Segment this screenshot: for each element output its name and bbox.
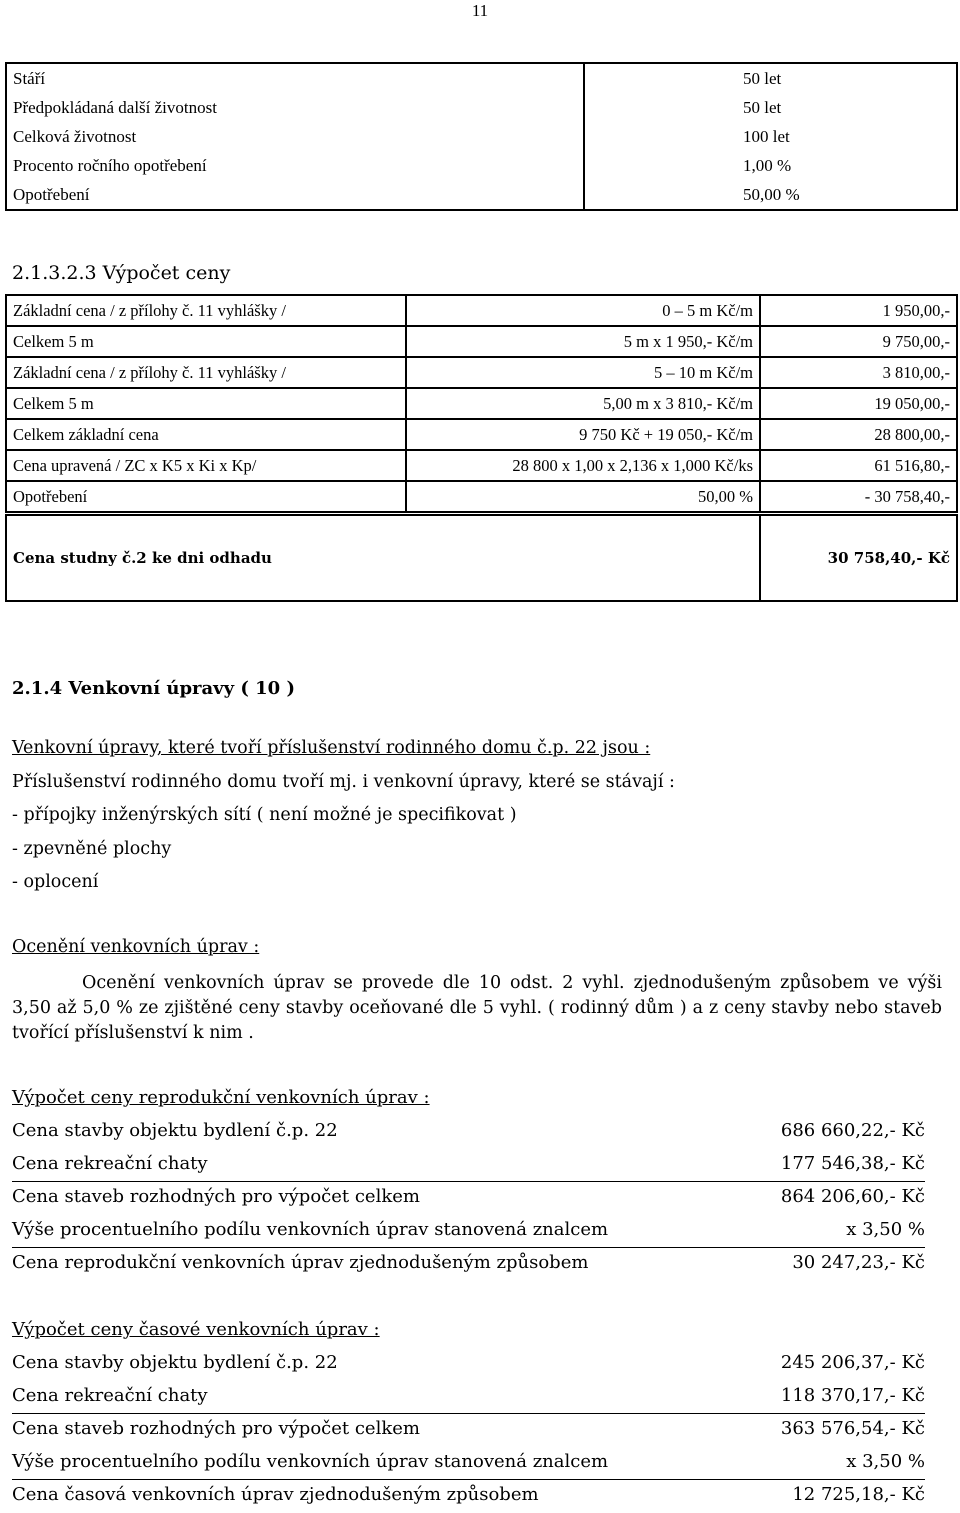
time-row (12, 1352, 925, 1380)
row-label: Opotřebení (6, 481, 406, 512)
row-label: Celková životnost (6, 122, 584, 151)
row-label: Cena rekreační chaty (12, 1153, 208, 1174)
valuation-text: Ocenění venkovních úprav se provede dle 10 odst. 2 vyhl. zjednodušeným způsobem ve výši 3,50 až 5,0 % ze zjištěné ceny stavby oceňované dle 5 vyhl. ( rodinný dům ) a z ceny stavby nebo staveb tvořící příslušenství k nim . (12, 973, 942, 1043)
table-row (6, 151, 957, 180)
row-value: x 3,50 % (846, 1451, 925, 1472)
row-calc: 5,00 m x 3 810,- Kč/m (406, 388, 760, 419)
row-amount: 61 516,80,- (760, 450, 957, 481)
lifetime-table (5, 62, 958, 211)
row-label: Celkem 5 m (6, 326, 406, 357)
repro-row (12, 1153, 925, 1182)
row-label: Cena stavby objektu bydlení č.p. 22 (12, 1120, 338, 1141)
row-amount: - 30 758,40,- (864, 486, 950, 506)
row-value: 50 let (743, 68, 782, 88)
repro-row (12, 1219, 925, 1248)
intro-line: - přípojky inženýrských sítí ( není možné je specifikovat ) (12, 805, 517, 825)
intro-line: - zpevněné plochy (12, 839, 172, 859)
repro-row (12, 1186, 925, 1214)
table-row (6, 63, 957, 93)
page-number: 11 (471, 1, 489, 20)
repro-row (12, 1120, 925, 1148)
row-value: 30 247,23,- Kč (792, 1252, 925, 1273)
table-row (6, 122, 957, 151)
valuation-heading: Ocenění venkovních úprav : (12, 937, 260, 957)
row-calc: 0 – 5 m Kč/m (406, 295, 760, 326)
time-row (12, 1451, 925, 1480)
row-value: 177 546,38,- Kč (780, 1153, 925, 1174)
heading-outdoor: 2.1.4 Venkovní úpravy ( 10 ) (12, 678, 295, 699)
row-value: 12 725,18,- Kč (792, 1484, 925, 1505)
repro-heading: Výpočet ceny reprodukční venkovních úprav : (12, 1087, 430, 1108)
repro-row (12, 1252, 925, 1280)
row-calc: 5 m x 1 950,- Kč/m (406, 326, 760, 357)
table-row (6, 481, 957, 512)
time-row (12, 1484, 925, 1512)
row-value: 50,00 % (743, 184, 800, 204)
row-amount: 3 810,00,- (760, 357, 957, 388)
row-label: Předpokládaná další životnost (6, 93, 584, 122)
row-calc: 9 750 Kč + 19 050,- Kč/m (406, 419, 760, 450)
row-value: 118 370,17,- Kč (780, 1385, 925, 1406)
price-calculation-table (5, 294, 958, 513)
row-label: Celkem základní cena (6, 419, 406, 450)
time-row (12, 1418, 925, 1446)
intro-line: Příslušenství rodinného domu tvoří mj. i venkovní úpravy, které se stávají : (12, 772, 675, 792)
row-label: Cena staveb rozhodných pro výpočet celkem (12, 1186, 420, 1207)
row-amount: 28 800,00,- (760, 419, 957, 450)
row-label: Cena rekreační chaty (12, 1385, 208, 1406)
table-row (6, 419, 957, 450)
intro-line: - oplocení (12, 872, 99, 892)
row-label: Opotřebení (6, 180, 584, 210)
row-value: 686 660,22,- Kč (780, 1120, 925, 1141)
row-calc: 50,00 % (406, 481, 760, 512)
total-label: Cena studny č.2 ke dni odhadu (6, 515, 760, 601)
row-value: 100 let (743, 126, 790, 146)
row-label: Výše procentuelního podílu venkovních úprav stanovená znalcem (12, 1451, 609, 1472)
row-value: 864 206,60,- Kč (780, 1186, 925, 1207)
row-label: Cena reprodukční venkovních úprav zjednodušeným způsobem (12, 1252, 589, 1273)
row-label: Základní cena / z přílohy č. 11 vyhlášky / (6, 295, 406, 326)
row-label: Cena upravená / ZC x K5 x Ki x Kp/ (6, 450, 406, 481)
row-label: Procento ročního opotřebení (6, 151, 584, 180)
row-label: Stáří (6, 63, 584, 93)
total-value: 30 758,40,- Kč (827, 549, 950, 567)
section-heading: 2.1.3.2.3 Výpočet ceny (12, 262, 231, 284)
row-value: 50 let (743, 97, 782, 117)
intro-line: Venkovní úpravy, které tvoří příslušenství rodinného domu č.p. 22 jsou : (12, 738, 651, 758)
row-calc: 5 – 10 m Kč/m (406, 357, 760, 388)
table-row (6, 388, 957, 419)
row-label: Cena stavby objektu bydlení č.p. 22 (12, 1352, 338, 1373)
row-calc: 28 800 x 1,00 x 2,136 x 1,000 Kč/ks (406, 450, 760, 481)
table-row (6, 450, 957, 481)
table-row (6, 515, 957, 601)
table-row (6, 295, 957, 326)
row-label: Celkem 5 m (6, 388, 406, 419)
row-value: 363 576,54,- Kč (780, 1418, 925, 1439)
table-row (6, 326, 957, 357)
row-amount: 1 950,00,- (760, 295, 957, 326)
row-label: Cena časová venkovních úprav zjednodušeným způsobem (12, 1484, 539, 1505)
table-row (6, 357, 957, 388)
row-label: Základní cena / z přílohy č. 11 vyhlášky / (6, 357, 406, 388)
row-amount: 19 050,00,- (760, 388, 957, 419)
table-row (6, 93, 957, 122)
time-heading: Výpočet ceny časové venkovních úprav : (12, 1319, 380, 1340)
total-table (5, 514, 958, 602)
row-value: 245 206,37,- Kč (780, 1352, 925, 1373)
time-row (12, 1385, 925, 1414)
row-value: x 3,50 % (846, 1219, 925, 1240)
row-amount: 9 750,00,- (760, 326, 957, 357)
table-row (6, 180, 957, 210)
row-label: Cena staveb rozhodných pro výpočet celkem (12, 1418, 420, 1439)
row-label: Výše procentuelního podílu venkovních úprav stanovená znalcem (12, 1219, 609, 1240)
row-value: 1,00 % (743, 155, 792, 175)
